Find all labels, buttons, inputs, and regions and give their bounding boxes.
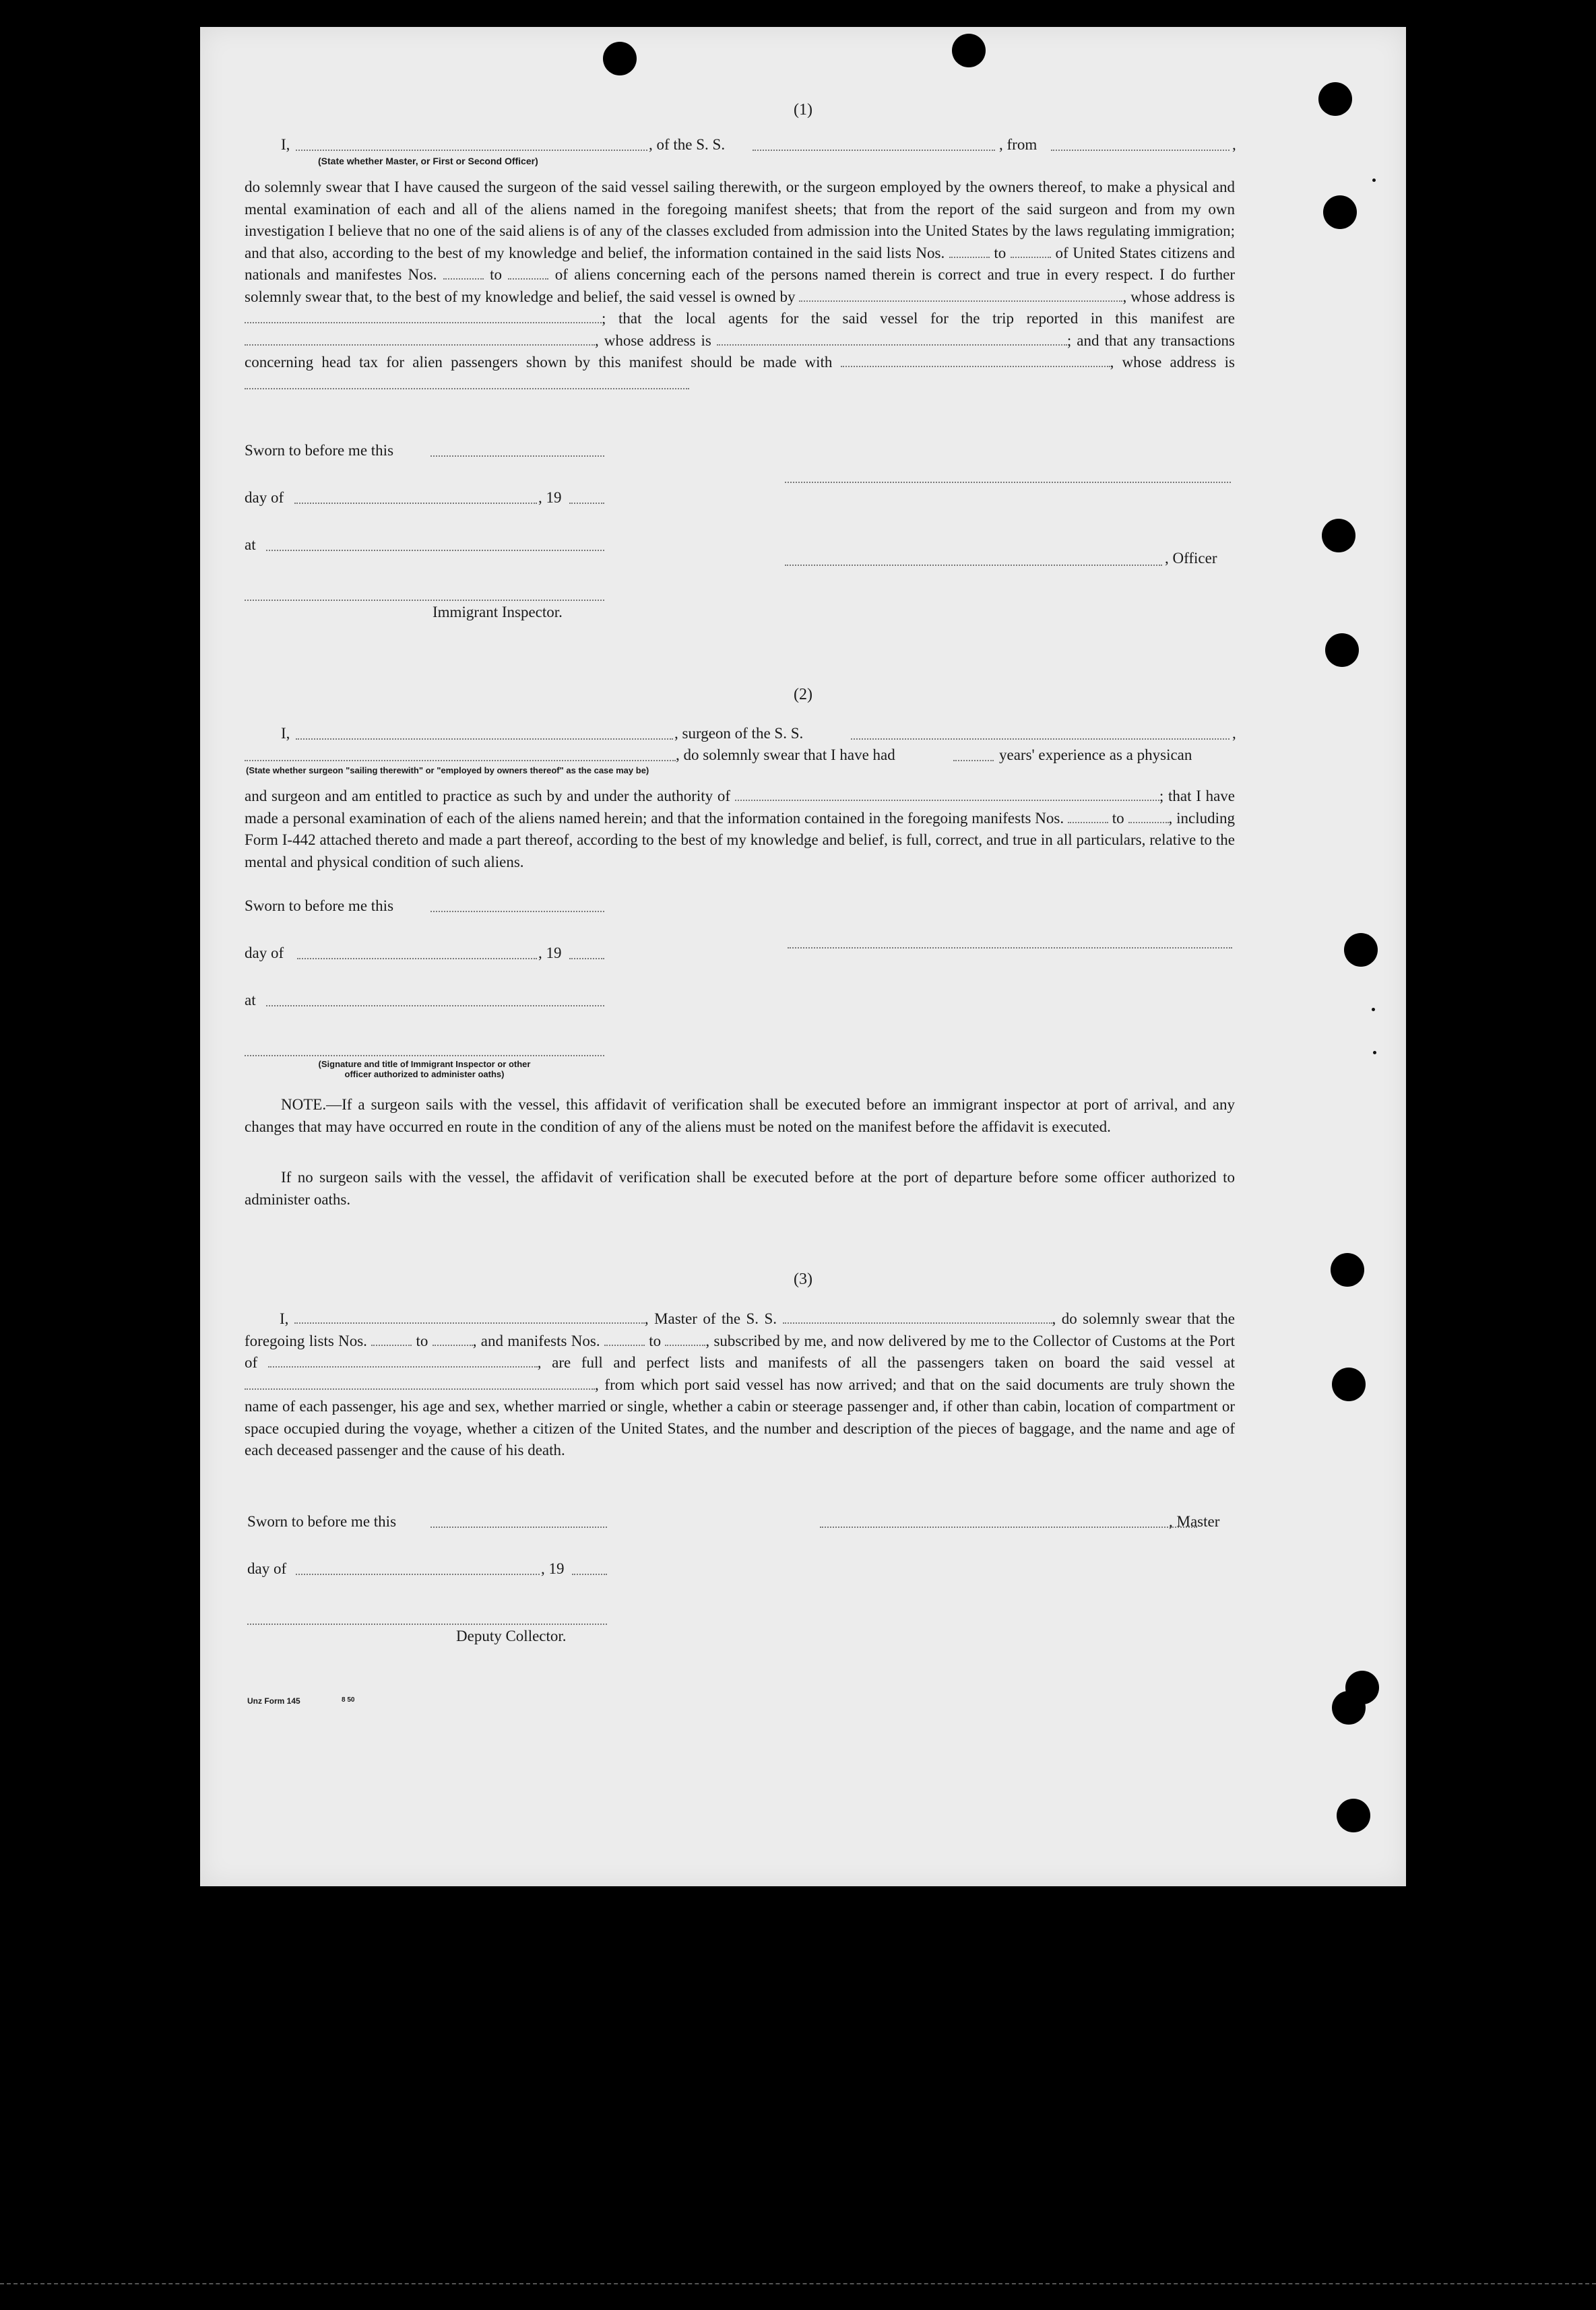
deputy-signature-field[interactable] (247, 1624, 607, 1625)
port-field[interactable] (268, 1354, 538, 1368)
years-experience-label: years' experience as a physican (999, 746, 1192, 763)
section-number: (2) (794, 686, 812, 703)
speck (1372, 179, 1376, 182)
day-of-field[interactable] (296, 1574, 540, 1575)
section-number: (3) (794, 1271, 812, 1288)
year-field[interactable] (572, 1574, 607, 1575)
embarkation-port-field[interactable] (245, 1376, 595, 1390)
lists-from-field[interactable] (949, 245, 990, 258)
at-place-field[interactable] (266, 1005, 604, 1006)
sworn-day-field[interactable] (430, 455, 604, 457)
manifests-to-field[interactable] (1128, 810, 1169, 823)
manifests-to-field[interactable] (508, 266, 548, 280)
master-vessel-field[interactable] (783, 1310, 1052, 1324)
section-2-oath-text: and surgeon and am entitled to practice as such by and under the authority of ; that I have made a personal examination of each of the aliens named herein; and that the information contained in the foregoing manifests Nos. to , including Form I-442 attached thereto and made a part thereof, according to the best of my knowledge and belief, is full, correct, and true in all particulars, relative to the mental and physical condition of such aliens. (245, 788, 1236, 870)
from-label: , from (999, 136, 1038, 153)
surgeon-signature-field[interactable] (788, 947, 1232, 949)
head-tax-party-field[interactable] (841, 354, 1110, 367)
master-label: , Master (1169, 1513, 1220, 1530)
at-place-field[interactable] (266, 550, 604, 551)
form-number: Unz Form 145 (247, 1696, 300, 1706)
section-number: (1) (794, 101, 812, 119)
authority-field[interactable] (735, 788, 1159, 801)
punch-hole (1344, 933, 1378, 967)
punch-hole (1323, 195, 1357, 229)
manifests-from-field[interactable] (604, 1333, 645, 1346)
punch-hole (1337, 1799, 1370, 1832)
sworn-label: Sworn to before me this (247, 1513, 397, 1530)
signature-caption: (Signature and title of Immigrant Inspector or other officer authorized to administer oaths) (318, 1059, 531, 1079)
surgeon-status-hint: (State whether surgeon "sailing therewith" or "employed by owners thereof" as the case may be) (246, 765, 649, 775)
surgeon-i-label: I, (281, 725, 290, 742)
surgeon-status-field[interactable] (245, 760, 676, 761)
line-end-comma: , (1232, 136, 1236, 153)
lists-from-field[interactable] (371, 1333, 412, 1346)
day-of-field[interactable] (297, 958, 537, 959)
sworn-label: Sworn to before me this (245, 442, 394, 459)
at-label: at (245, 536, 256, 553)
lists-to-field[interactable] (1011, 245, 1051, 258)
punch-hole (1332, 1691, 1366, 1725)
head-tax-address-field[interactable] (245, 376, 689, 389)
speck (1372, 1008, 1375, 1011)
vessel-name-field[interactable] (753, 150, 995, 151)
at-label: at (245, 992, 256, 1008)
year-label: , 19 (538, 944, 562, 961)
agents-field[interactable] (245, 332, 595, 346)
officer-signature-field[interactable] (785, 482, 1231, 483)
sworn-day-field[interactable] (430, 1527, 607, 1528)
no-surgeon-note: If no surgeon sails with the vessel, the affidavit of verification shall be executed before at the port of departure before some officer authorized to administer oaths. (245, 1169, 1235, 1208)
section-3-oath-text: I, , Master of the S. S. , do solemnly swear that the foregoing lists Nos. to , and manifests Nos. to , subscribed by me, and now delivered by me to the Collector of Customs at the Port of , are full and perfect lists and manifests of all the passengers taken on board the said vessel at , from which port said vessel has now arrived; and that on the said documents are truly shown the name of each passenger, his age and sex, whether married or single, whether a cabin or steerage passenger and, if other than cabin, location of compartment or space occupied during the voyage, whether a citizen of the United States, and the number and description of the pieces of baggage, and the name and age of each deceased passenger and the cause of his death. (245, 1310, 1236, 1458)
officer-i-label: I, (281, 136, 290, 153)
deputy-collector-label: Deputy Collector. (456, 1628, 567, 1644)
day-of-label: day of (245, 489, 284, 506)
year-field[interactable] (569, 958, 604, 959)
surgeon-of-ss-label: , surgeon of the S. S. (674, 725, 804, 742)
sworn-label: Sworn to before me this (245, 897, 394, 914)
surgeon-vessel-field[interactable] (851, 738, 1230, 740)
immigrant-inspector-label: Immigrant Inspector. (433, 604, 563, 620)
agents-address-field[interactable] (717, 332, 1067, 346)
surgeon-name-field[interactable] (296, 738, 673, 740)
inspector-signature-field[interactable] (245, 1055, 604, 1056)
manifest-affidavit-sheet (200, 27, 1406, 1886)
punch-hole (952, 34, 986, 67)
officer-rank-hint: (State whether Master, or First or Second Officer) (318, 156, 538, 166)
sworn-day-field[interactable] (430, 911, 604, 912)
year-label: , 19 (541, 1560, 565, 1577)
inspector-signature-field[interactable] (245, 600, 604, 601)
year-label: , 19 (538, 489, 562, 506)
of-ss-label: , of the S. S. (649, 136, 726, 153)
year-field[interactable] (569, 503, 604, 504)
owner-field[interactable] (799, 288, 1122, 302)
day-of-label: day of (245, 944, 284, 961)
officer-name-field[interactable] (296, 150, 647, 151)
officer-label: , Officer (1165, 550, 1217, 567)
day-of-field[interactable] (294, 503, 537, 504)
master-name-field[interactable] (294, 1310, 645, 1324)
surgeon-note: NOTE.—If a surgeon sails with the vessel, this affidavit of verification shall be executed before an immigrant inspector at port of arrival, and any changes that may have occurred en route in the condition of any of the aliens must be noted on the manifest before the affidavit is executed. (245, 1096, 1235, 1135)
lists-to-field[interactable] (433, 1333, 473, 1346)
form-date: 8 50 (342, 1696, 355, 1704)
master-signature-field[interactable] (820, 1527, 1197, 1528)
manifests-from-field[interactable] (1068, 810, 1108, 823)
punch-hole (603, 42, 637, 75)
officer-title-field[interactable] (785, 565, 1162, 566)
speck (1373, 1051, 1376, 1054)
manifests-to-field[interactable] (665, 1333, 705, 1346)
section-1-oath-text: do solemnly swear that I have caused the surgeon of the said vessel sailing therewith, or the surgeon employed by the owners thereof, to make a physical and mental examination of each and all of the aliens named in the foregoing manifest sheets; that from the report of the said surgeon and from my own investigation I believe that no one of the said aliens is of any of the classes excluded from admission into the United States by the laws regulating immigration; and that also, according to the best of my knowledge and belief, the information contained in the said lists Nos. to of United States citizens and nationals and manifestes Nos. to of aliens concerning each of the persons named therein is correct and true in every respect. I do further solemnly swear that, to the best of my knowledge and belief, the said vessel is owned by , whose address is ; that the local agents for the said vessel for the trip reported in this manifest are , whose address is ; and that any transactions concerning head tax for alien passengers shown by this manifest should be made with , whose address is (245, 177, 1235, 395)
day-of-label: day of (247, 1560, 287, 1577)
punch-hole (1325, 633, 1359, 667)
manifests-from-field[interactable] (443, 266, 484, 280)
punch-hole (1332, 1368, 1366, 1401)
solemnly-swear-label: , do solemnly swear that I have had (676, 746, 895, 763)
from-port-field[interactable] (1051, 150, 1230, 151)
owner-address-field[interactable] (245, 310, 602, 323)
scan-edge-line (0, 2283, 1596, 2284)
years-experience-field[interactable] (953, 760, 994, 761)
line-end-comma: , (1232, 725, 1236, 742)
punch-hole (1322, 519, 1355, 552)
